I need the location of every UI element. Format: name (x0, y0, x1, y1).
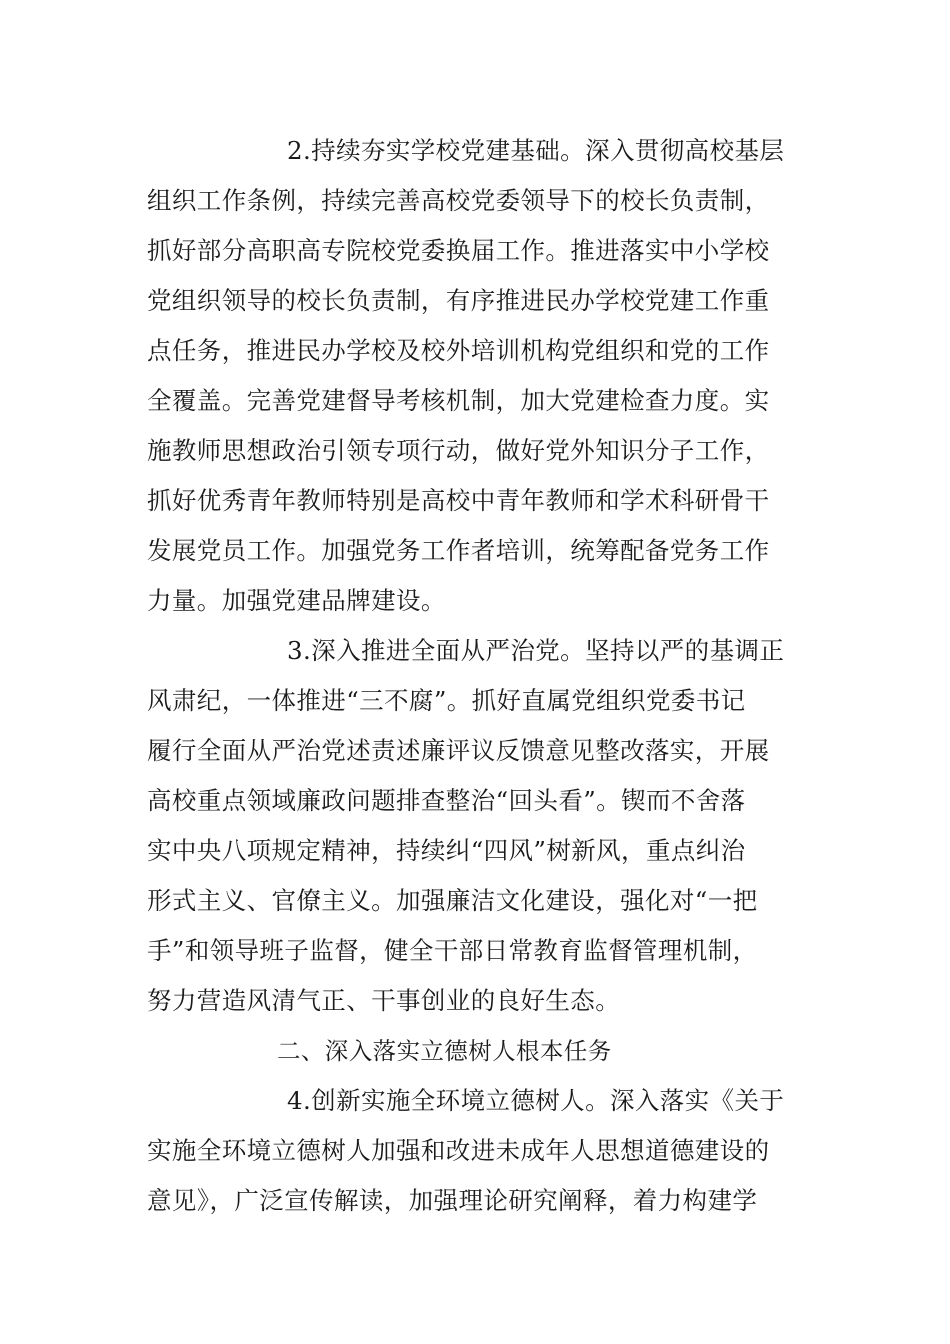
paragraph-2-line: 点任务，推进民办学校及校外培训机构党组织和党的工作 (147, 336, 770, 365)
paragraph-2-line: 施教师思想政治引领专项行动，做好党外知识分子工作， (147, 436, 770, 465)
document-body (147, 126, 807, 1226)
paragraph-3-line: 履行全面从严治党述责述廉评议反馈意见整改落实，开展 (147, 736, 770, 765)
section-heading: 二、深入落实立德树人根本任务 (277, 1037, 612, 1065)
paragraph-2-line: 力量。加强党建品牌建设。 (147, 586, 446, 615)
paragraph-4-line: 意见》，广泛宣传解读，加强理论研究阐释，着力构建学 (147, 1186, 758, 1215)
paragraph-2-first-line: 2.持续夯实学校党建基础。深入贯彻高校基层 (287, 136, 785, 165)
paragraph-3-line: 风肃纪，一体推进“三不腐”。抓好直属党组织党委书记 (147, 686, 746, 715)
paragraph-3-line: 高校重点领域廉政问题排查整治“回头看”。锲而不舍落 (147, 786, 746, 815)
paragraph-2-line: 全覆盖。完善党建督导考核机制，加大党建检查力度。实 (147, 386, 770, 415)
paragraph-3-line: 实中央八项规定精神，持续纠“四风”树新风，重点纠治 (147, 836, 746, 865)
paragraph-2-line: 发展党员工作。加强党务工作者培训，统筹配备党务工作 (147, 536, 770, 565)
paragraph-4-line: 实施全环境立德树人加强和改进未成年人思想道德建设的 (147, 1136, 770, 1165)
paragraph-3-line: 努力营造风清气正、干事创业的良好生态。 (147, 986, 621, 1015)
paragraph-2-line: 抓好优秀青年教师特别是高校中青年教师和学术科研骨干 (147, 486, 770, 515)
paragraph-4-first-line: 4.创新实施全环境立德树人。深入落实《关于 (287, 1086, 785, 1115)
paragraph-3-line: 形式主义、官僚主义。加强廉洁文化建设，强化对“一把 (147, 886, 758, 915)
paragraph-3-line: 手”和领导班子监督，健全干部日常教育监督管理机制， (147, 936, 758, 965)
paragraph-3-first-line: 3.深入推进全面从严治党。坚持以严的基调正 (287, 636, 785, 665)
paragraph-2-line: 抓好部分高职高专院校党委换届工作。推进落实中小学校 (147, 236, 770, 265)
paragraph-2-line: 党组织领导的校长负责制，有序推进民办学校党建工作重 (147, 286, 770, 315)
paragraph-2-line: 组织工作条例，持续完善高校党委领导下的校长负责制， (147, 186, 770, 215)
